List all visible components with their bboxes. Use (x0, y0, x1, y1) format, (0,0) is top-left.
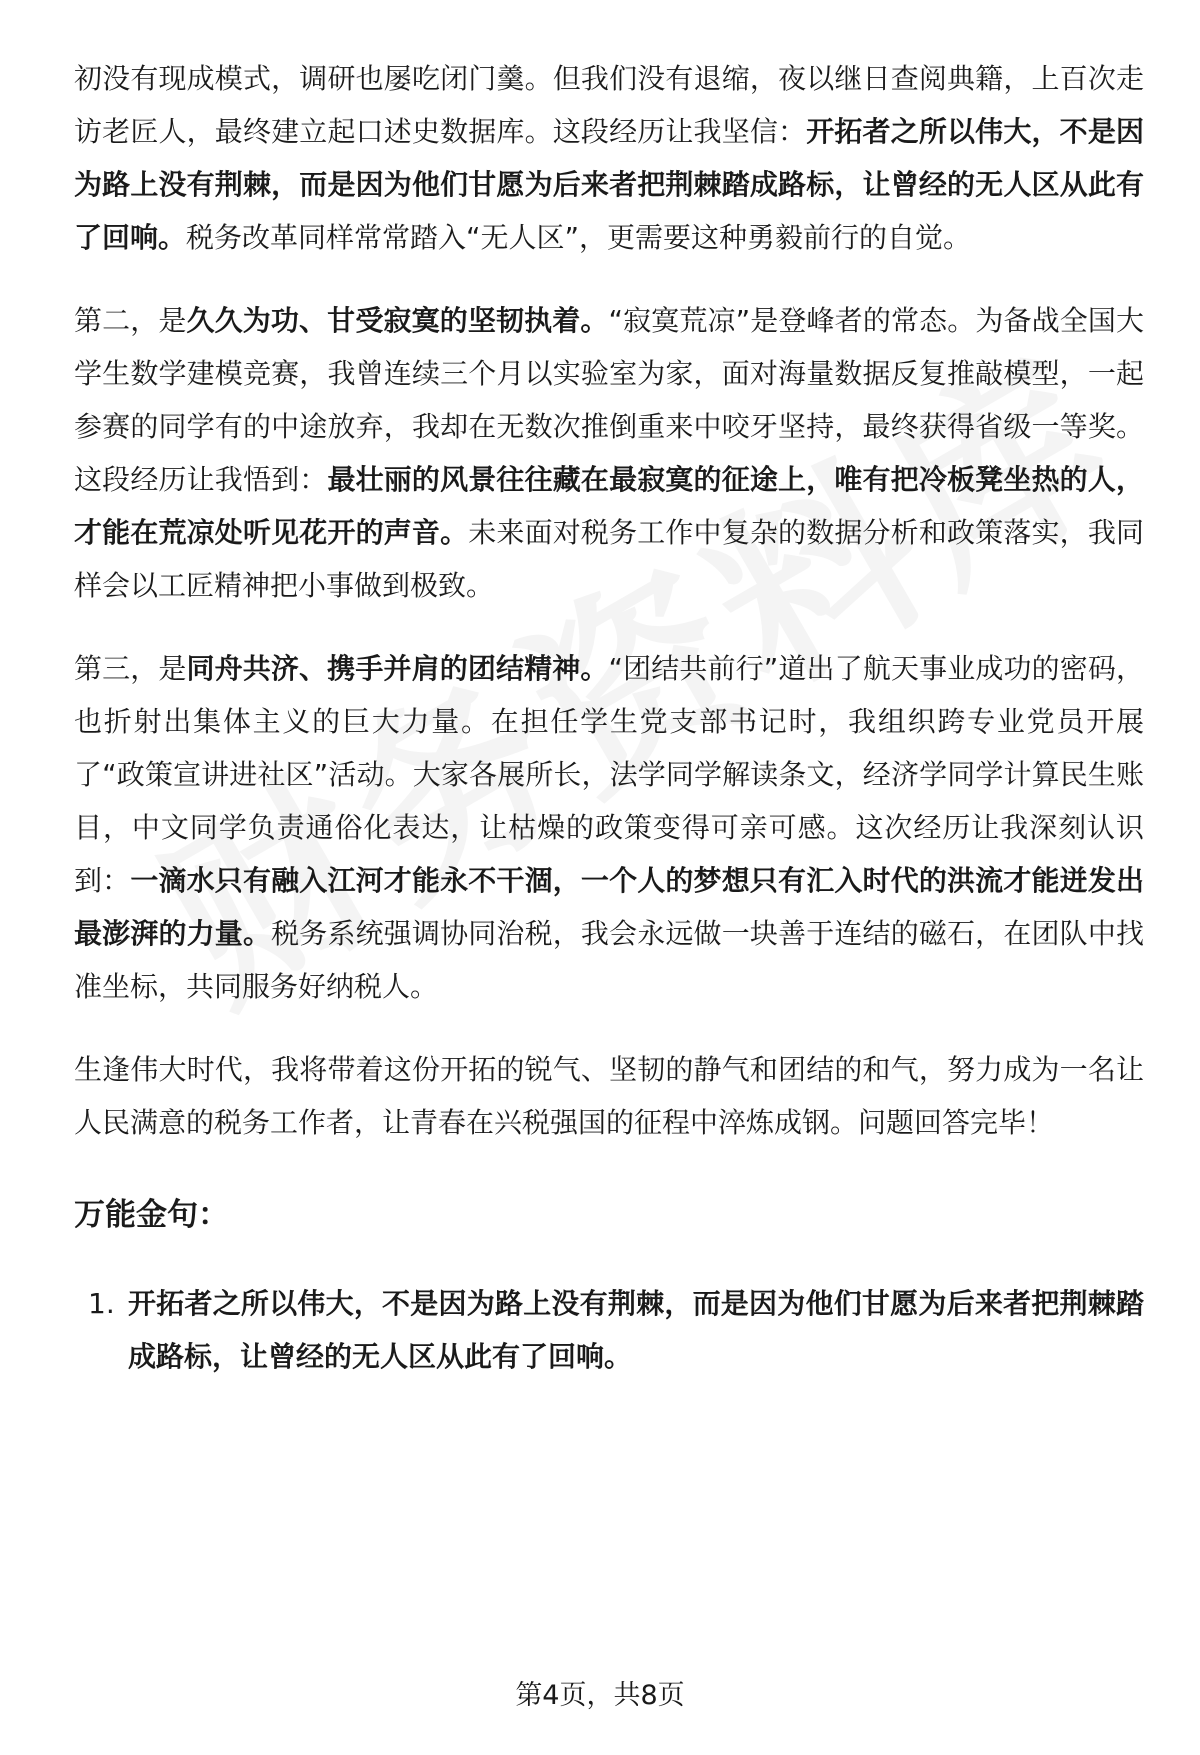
paragraph-3-text: 第三，是 (74, 652, 187, 685)
paragraph-1-highlight: 开拓者之所以伟大，不是因为路上没有荆棘，而是因为他们甘愿为后来者把荆棘踏成路标，让曾经的无人区从此有了回响。 (74, 115, 1144, 254)
paragraph-4 (74, 1043, 1144, 1149)
paragraph-2-text: 第二，是 (74, 304, 187, 337)
paragraph-3-highlight: 一滴水只有融入江河才能永不干涸，一个人的梦想只有汇入时代的洪流才能迸发出最澎湃的力量。 (74, 864, 1144, 950)
paragraph-3 (74, 642, 1144, 1013)
paragraph-1-text: 税务改革同样常常踏入“无人区”，更需要这种勇毅前行的自觉。 (186, 221, 972, 254)
paragraph-2-highlight: 最壮丽的风景往往藏在最寂寞的征途上，唯有把冷板凳坐热的人，才能在荒凉处听见花开的声音。 (74, 463, 1144, 549)
list-item-text: 开拓者之所以伟大，不是因为路上没有荆棘，而是因为他们甘愿为后来者把荆棘踏成路标，让曾经的无人区从此有了回响。 (128, 1287, 1144, 1373)
paragraph-2-point-title: 久久为功、甘受寂寞的坚韧执着。 (186, 304, 609, 337)
paragraph-3-text: 税务系统强调协同治税，我会永远做一块善于连结的磁石，在团队中找准坐标，共同服务好纳税人。 (74, 917, 1144, 1003)
paragraph-3-text: “团结共前行”道出了航天事业成功的密码，也折射出集体主义的巨大力量。在担任学生党支部书记时，我组织跨专业党员开展了“政策宣讲进社区”活动。大家各展所长，法学同学解读条文，经济学同学计算民生账目，中文同学负责通俗化表达，让枯燥的政策变得可亲可感。这次经历让我深刻认识到： (74, 652, 1144, 897)
paragraph-2-text: 未来面对税务工作中复杂的数据分析和政策落实，我同样会以工匠精神把小事做到极致。 (74, 516, 1144, 602)
paragraph-1-text: 初没有现成模式，调研也屡吃闭门羹。但我们没有退缩，夜以继日查阅典籍，上百次走访老匠人，最终建立起口述史数据库。这段经历让我坚信： (74, 62, 1144, 148)
paragraph-4-text: 生逢伟大时代，我将带着这份开拓的锐气、坚韧的静气和团结的和气，努力成为一名让人民满意的税务工作者，让青春在兴税强国的征程中淬炼成钢。问题回答完毕！ (74, 1053, 1144, 1139)
paragraph-2 (74, 294, 1144, 612)
page-number-footer: 第4页，共8页 (515, 1680, 685, 1711)
paragraph-3-point-title: 同舟共济、携手并肩的团结精神。 (186, 652, 609, 685)
document-body (74, 52, 1144, 1383)
list-item (74, 1277, 1144, 1383)
list-item-number: 1. (88, 1287, 115, 1320)
section-heading: 万能金句： (74, 1197, 229, 1233)
paragraph-1 (74, 52, 1144, 264)
paragraph-2-text: “寂寞荒凉”是登峰者的常态。为备战全国大学生数学建模竞赛，我曾连续三个月以实验室为家，面对海量数据反复推敲模型，一起参赛的同学有的中途放弃，我却在无数次推倒重来中咬牙坚持，最终获得省级一等奖。这段经历让我悟到： (74, 304, 1144, 496)
